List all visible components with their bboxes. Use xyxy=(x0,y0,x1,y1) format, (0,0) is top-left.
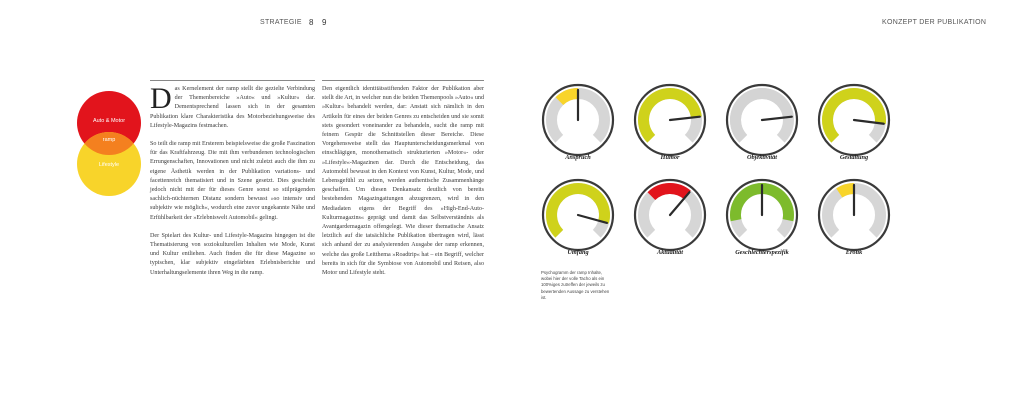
gauge-label: Umfang xyxy=(567,249,589,256)
page-number-right: 9 xyxy=(322,18,327,27)
article-column-2 xyxy=(322,85,484,287)
gauge-label: Objektivität xyxy=(746,154,778,161)
venn-diagram xyxy=(70,85,160,205)
gauge-erotik xyxy=(817,178,891,252)
gauge-label: Humor xyxy=(660,154,680,161)
venn-label-lifestyle: Lifestyle xyxy=(98,162,120,168)
gauge-label: Geschlechterspezifik xyxy=(735,249,789,256)
section-title-right: KONZEPT DER PUBLIKATION xyxy=(882,19,987,26)
gauge-gestaltung xyxy=(817,83,891,157)
paragraph: Der Spielart des Kultur- und Lifestyle-Magazins hingegen ist die Thematisierung von soziokulturellen Inhalten wie Mode, Kunst und Kultur entliehen. Auch finden die für diese Magazine so typischen, klar subjektiv eingefärbten Erlebnisberichte und Unterhaltungselemente ihren Weg in die ramp. xyxy=(150,232,315,276)
column-rule-2 xyxy=(322,80,484,81)
venn-label-ramp: ramp xyxy=(102,137,116,143)
gauge-aktualität xyxy=(633,178,707,252)
gauge-anspruch xyxy=(541,83,615,157)
gauge-umfang xyxy=(541,178,615,252)
paragraph: Den eigentlich identitätsstiftenden Faktor der Publikation aber stellt die Art, in welcher nun die beiden Themenpools »Auto« und »Kultur« behandelt werden, dar: Anstatt sich nämlich in den Artikeln für eines der beiden Genres zu entscheiden und sie somit stets gesondert voneinander zu behandeln, sucht die ramp mit feinem Gespür die Schnittstellen dieser Bereiche. Diese Vorgehensweise stellt das Hauptunterscheidungsmerkmal von einschlägigen, monothematisch strukturierten »Motor«- oder »Lifestyle«-Magazinen dar. Durch die Entscheidung, das Automobil bewusst in den Kontext von Kunst, Kultur, Mode, und Lebensgefühl zu setzen, werden authentische Zusammenhänge geschaffen. Um diesen Denkansatz deutlich von bereits bestehenden Magazingattungen abzugrenzen, wird in den Mediadaten eigens der Begriff des »High-End-Auto-Kulturmagazins« geprägt und damit das Selbstverständnis als Avantgardemagazin offengelegt. Wie dieser thematische Ansatz letztlich auf die tatsächliche Publikation übertragen wird, lässt sich anhand der zu analysierenden Ausgabe der ramp erkennen, welche das große Leitthema »Roadtrip« hat – ein Begriff, welcher bereits in sich für die Symbiose von Automobil und Reisen, also Motor und Lifestyle steht. xyxy=(322,86,484,277)
paragraph: as Kernelement der ramp stellt die gezielte Verbindung der Themenbereiche »Auto« und »Kultur« dar. Dementsprechend lassen sich in der gesamten Publikation klare Charakteristika des Motorbeziehungsweise des Lifestyle-Magazins festmachen. xyxy=(150,86,315,129)
gauge-label: Erotik xyxy=(845,249,863,256)
gauge-label: Anspruch xyxy=(565,154,591,161)
column-rule-1 xyxy=(150,80,315,81)
gauge-fill xyxy=(839,189,854,193)
gauge-label: Gestaltung xyxy=(839,154,869,161)
paragraph: So teilt die ramp mit Ersterem beispielsweise die große Faszination für das Kraftfahrzeug. Die mit ihm verbundenen technologischen Errungenschaften, Innovationen und nicht zuletzt auch die ihm zu eigene Ästhetik werden in der Publikation variations- und facettenreich thematisiert und in Szene gesetzt. Dies geschieht jedoch nicht mit der für dieses Genre sonst so stilprägenden sachlich-nüchternen Distanz sondern bewusst »so intensiv und subjektiv wie möglich«, wodurch eine zuvor ungekannte Nähe und Erfühlbarkeit der »Erlebniswelt Automobil« gelingt. xyxy=(150,141,315,221)
gauge-objektivität xyxy=(725,83,799,157)
gauge-geschlechterspezifik xyxy=(725,178,799,252)
section-title-left: STRATEGIE xyxy=(260,19,302,26)
venn-label-auto: Auto & Motor xyxy=(92,118,126,124)
drop-cap: D xyxy=(150,82,172,115)
gauge-humor xyxy=(633,83,707,157)
article-column-1 xyxy=(150,82,315,287)
gauge-label: Aktualität xyxy=(657,249,683,256)
page-number-left: 8 xyxy=(309,18,314,27)
caption: Psychogramm der ramp Inhalte, wobei hier der volle Tacho als ein 100%iges zutreffen der jeweils zu bewertenden Aussage zu verstehen ist. xyxy=(541,270,610,300)
